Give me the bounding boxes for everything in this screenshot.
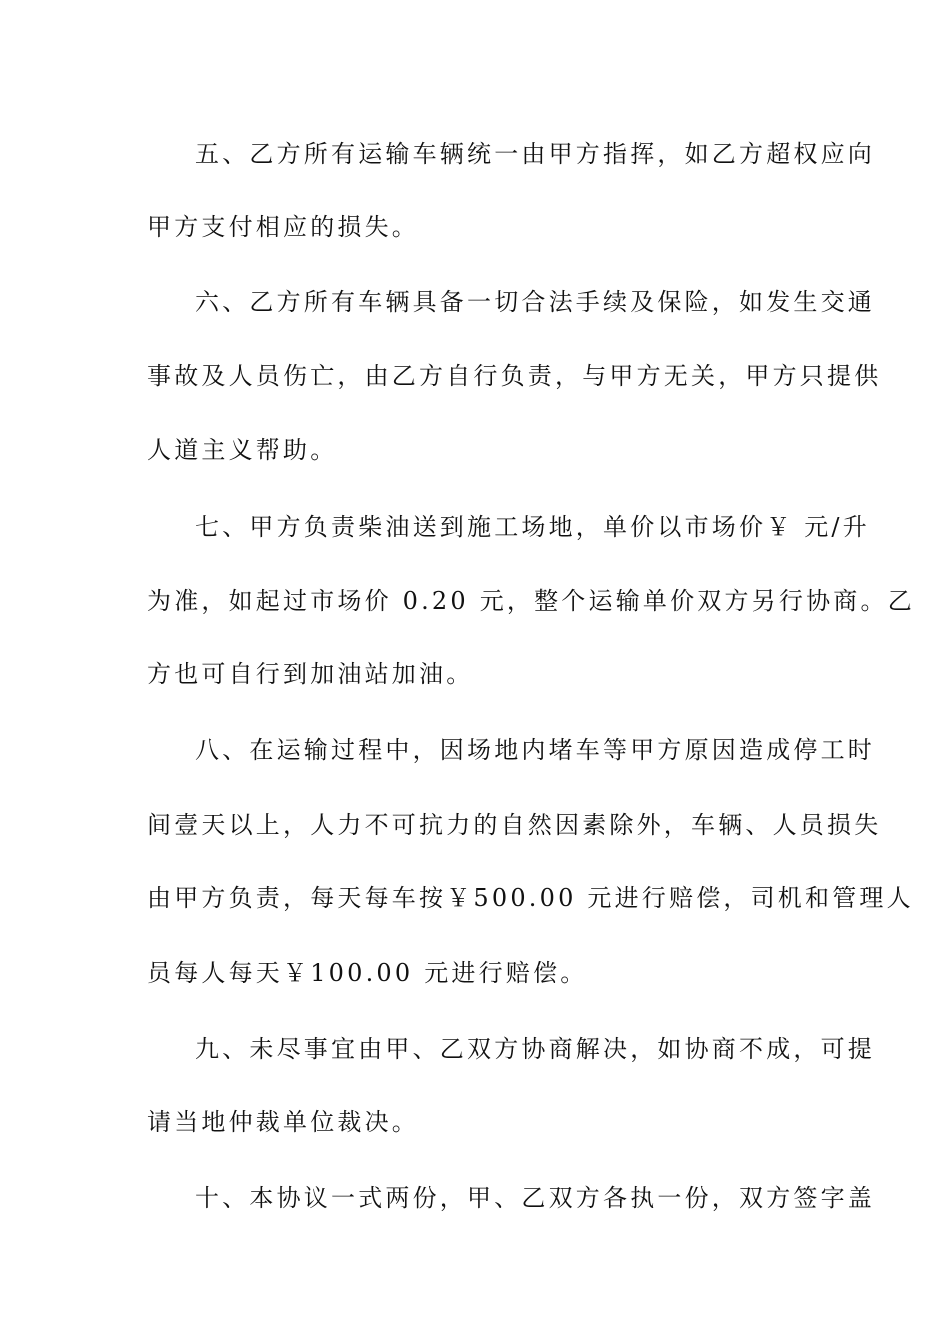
text-line: 方也可自行到加油站加油。 [147, 660, 474, 688]
text-line: 十、本协议一式两份，甲、乙双方各执一份，双方签字盖 [195, 1184, 875, 1212]
text-line: 由甲方负责，每天每车按￥500.00 元进行赔偿，司机和管理人 [147, 884, 914, 912]
text-line: 七、甲方负责柴油送到施工场地，单价以市场价￥ 元/升 [195, 513, 870, 541]
text-line: 甲方支付相应的损失。 [147, 213, 419, 241]
text-line: 事故及人员伤亡，由乙方自行负责，与甲方无关，甲方只提供 [147, 362, 882, 390]
text-line: 间壹天以上，人力不可抗力的自然因素除外，车辆、人员损失 [147, 811, 882, 839]
text-line: 为准，如起过市场价 0.20 元，整个运输单价双方另行协商。乙 [147, 587, 915, 615]
text-line: 人道主义帮助。 [147, 436, 338, 464]
text-line: 员每人每天￥100.00 元进行赔偿。 [147, 959, 588, 987]
text-line: 五、乙方所有运输车辆统一由甲方指挥，如乙方超权应向 [195, 140, 875, 168]
text-line: 六、乙方所有车辆具备一切合法手续及保险，如发生交通 [195, 288, 875, 316]
text-line: 九、未尽事宜由甲、乙双方协商解决，如协商不成，可提 [195, 1035, 875, 1063]
text-line: 八、在运输过程中，因场地内堵车等甲方原因造成停工时 [195, 736, 875, 764]
text-line: 请当地仲裁单位裁决。 [147, 1108, 419, 1136]
